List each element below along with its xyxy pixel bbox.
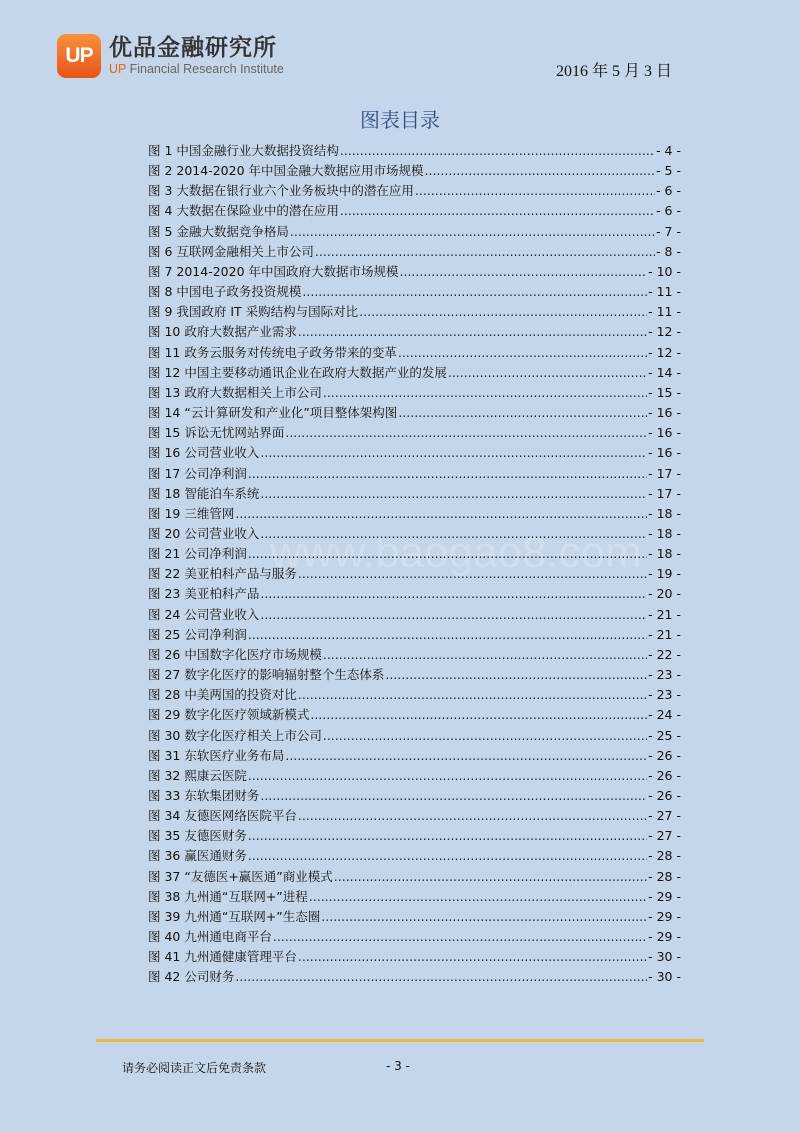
toc-entry-label: 图 28 中美两国的投资对比 (148, 687, 297, 703)
toc-entry-label: 图 7 2014-2020 年中国政府大数据市场规模 (148, 263, 399, 279)
toc-entry[interactable] (148, 262, 681, 282)
toc-entry[interactable] (148, 726, 681, 746)
dot-leader (359, 302, 647, 322)
dot-leader (385, 665, 647, 685)
dot-leader (323, 726, 647, 746)
toc-entry-page: - 23 - (648, 667, 681, 683)
toc-entry-page: - 29 - (648, 888, 681, 904)
toc-entry-label: 图 42 公司财务 (148, 969, 235, 985)
figure-list (148, 141, 681, 988)
toc-entry[interactable] (148, 766, 681, 786)
toc-entry[interactable] (148, 846, 681, 866)
toc-entry-page: - 6 - (656, 203, 681, 219)
dot-leader (248, 846, 647, 866)
dot-leader (285, 746, 647, 766)
toc-entry-label: 图 11 政务云服务对传统电子政务带来的变革 (148, 344, 397, 360)
toc-entry[interactable] (148, 806, 681, 826)
toc-entry-page: - 7 - (656, 223, 681, 239)
toc-entry-label: 图 35 友德医财务 (148, 828, 247, 844)
toc-entry-page: - 18 - (648, 525, 681, 541)
toc-entry-label: 图 12 中国主要移动通讯企业在政府大数据产业的发展 (148, 364, 447, 380)
toc-entry-label: 图 19 三维管网 (148, 505, 235, 521)
toc-entry-page: - 11 - (648, 284, 681, 300)
toc-entry[interactable] (148, 504, 681, 524)
logo-name-cn: 优品金融研究所 (109, 35, 277, 61)
toc-entry-label: 图 33 东软集团财务 (148, 788, 260, 803)
toc-entry-page: - 18 - (648, 546, 681, 562)
dot-leader (248, 625, 647, 645)
toc-entry-page: - 29 - (648, 929, 681, 945)
toc-entry[interactable] (148, 887, 681, 907)
toc-entry[interactable] (148, 141, 681, 161)
dot-leader (273, 927, 647, 947)
dot-leader (340, 201, 655, 221)
dot-leader (334, 867, 647, 887)
toc-entry-page: - 4 - (656, 143, 681, 158)
toc-entry-label: 图 3 大数据在银行业六个业务板块中的潜在应用 (148, 183, 414, 199)
toc-entry-page: - 27 - (648, 828, 681, 844)
toc-entry-page: - 28 - (648, 868, 681, 884)
toc-entry[interactable] (148, 867, 681, 887)
toc-entry-page: - 26 - (648, 767, 681, 783)
toc-entry-label: 图 8 中国电子政务投资规模 (148, 284, 302, 300)
dot-leader (302, 282, 647, 302)
toc-entry[interactable] (148, 826, 681, 846)
toc-entry-page: - 30 - (648, 949, 681, 965)
toc-entry-page: - 12 - (648, 324, 681, 340)
dot-leader (398, 343, 647, 363)
dot-leader (298, 322, 647, 342)
dot-leader (398, 403, 647, 423)
toc-entry[interactable] (148, 464, 681, 484)
toc-entry[interactable] (148, 584, 681, 604)
dot-leader (248, 826, 647, 846)
toc-entry-label: 图 38 九州通“互联网+”进程 (148, 888, 308, 904)
toc-entry-page: - 10 - (648, 263, 681, 279)
page-number: - 3 - (386, 1059, 410, 1073)
dot-leader (235, 504, 647, 524)
toc-entry-page: - 12 - (648, 344, 681, 360)
toc-entry-label: 图 30 数字化医疗相关上市公司 (148, 727, 322, 743)
toc-entry-label: 图 20 公司营业收入 (148, 525, 260, 541)
dot-leader (235, 967, 647, 987)
toc-entry-label: 图 1 中国金融行业大数据投资结构 (148, 143, 339, 158)
logo-badge: UP (57, 34, 101, 78)
toc-entry-label: 图 25 公司净利润 (148, 626, 247, 642)
toc-entry-page: - 8 - (656, 243, 681, 259)
toc-entry[interactable] (148, 484, 681, 504)
toc-entry-label: 图 6 互联网金融相关上市公司 (148, 243, 314, 259)
dot-leader (248, 544, 647, 564)
footer-divider (96, 1039, 704, 1042)
dot-leader (400, 262, 648, 282)
toc-entry[interactable] (148, 161, 681, 181)
dot-leader (260, 786, 647, 806)
toc-entry-label: 图 14 “云计算研发和产业化”项目整体架构图 (148, 405, 398, 421)
toc-entry-label: 图 16 公司营业收入 (148, 445, 260, 461)
toc-entry[interactable] (148, 786, 681, 806)
toc-entry[interactable] (148, 242, 681, 262)
toc-entry[interactable] (148, 423, 681, 443)
toc-entry-page: - 15 - (648, 384, 681, 400)
dot-leader (260, 484, 647, 504)
toc-entry[interactable] (148, 524, 681, 544)
toc-entry[interactable] (148, 222, 681, 242)
toc-entry-label: 图 15 诉讼无忧网站界面 (148, 425, 285, 441)
toc-entry-page: - 24 - (648, 707, 681, 723)
toc-entry[interactable] (148, 544, 681, 564)
toc-entry-label: 图 10 政府大数据产业需求 (148, 324, 297, 340)
toc-entry[interactable] (148, 201, 681, 221)
dot-leader (323, 383, 647, 403)
toc-entry-page: - 19 - (648, 566, 681, 582)
toc-entry[interactable] (148, 403, 681, 423)
dot-leader (298, 685, 647, 705)
toc-entry-label: 图 31 东软医疗业务布局 (148, 747, 285, 763)
toc-entry-label: 图 9 我国政府 IT 采购结构与国际对比 (148, 304, 359, 320)
toc-entry[interactable] (148, 282, 681, 302)
toc-entry-page: - 21 - (648, 626, 681, 642)
toc-entry-label: 图 40 九州通电商平台 (148, 929, 272, 945)
toc-entry-page: - 23 - (648, 687, 681, 703)
dot-leader (248, 464, 647, 484)
toc-entry-label: 图 17 公司净利润 (148, 465, 247, 481)
toc-entry-label: 图 26 中国数字化医疗市场规模 (148, 646, 322, 662)
toc-entry-page: - 22 - (648, 646, 681, 662)
toc-entry-label: 图 21 公司净利润 (148, 546, 247, 562)
toc-entry[interactable] (148, 625, 681, 645)
toc-entry-label: 图 36 赢医通财务 (148, 848, 247, 864)
toc-entry-page: - 29 - (648, 908, 681, 924)
report-date: 2016 年 5 月 3 日 (555, 63, 672, 80)
dot-leader (298, 806, 647, 826)
toc-entry[interactable] (148, 927, 681, 947)
toc-entry-label: 图 32 熙康云医院 (148, 767, 247, 783)
toc-entry-label: 图 24 公司营业收入 (148, 606, 260, 622)
toc-entry-label: 图 13 政府大数据相关上市公司 (148, 384, 322, 400)
logo (57, 34, 284, 78)
toc-entry-page: - 18 - (648, 505, 681, 521)
toc-entry[interactable] (148, 302, 681, 322)
toc-entry-page: - 27 - (648, 808, 681, 824)
dot-leader (415, 181, 655, 201)
toc-entry-page: - 6 - (656, 183, 681, 199)
dot-leader (290, 222, 655, 242)
dot-leader (323, 645, 647, 665)
toc-entry-label: 图 34 友德医网络医院平台 (148, 808, 297, 824)
toc-entry-page: - 17 - (648, 465, 681, 481)
toc-entry[interactable] (148, 564, 681, 584)
toc-entry-label: 图 39 九州通“互联网+”生态圈 (148, 908, 321, 924)
dot-leader (248, 766, 647, 786)
toc-entry-page: - 16 - (648, 425, 681, 441)
toc-entry-page: - 16 - (648, 405, 681, 421)
dot-leader (285, 423, 647, 443)
dot-leader (260, 605, 647, 625)
dot-leader (310, 705, 647, 725)
toc-entry-page: - 14 - (648, 364, 681, 380)
dot-leader (260, 584, 647, 604)
toc-entry-page: - 28 - (648, 848, 681, 864)
toc-entry-page: - 26 - (648, 747, 681, 763)
toc-entry[interactable] (148, 665, 681, 685)
toc-entry[interactable] (148, 605, 681, 625)
dot-leader (298, 564, 647, 584)
toc-entry-label: 图 22 美亚柏科产品与服务 (148, 566, 297, 582)
toc-entry[interactable] (148, 363, 681, 383)
dot-leader (321, 907, 647, 927)
toc-entry-label: 图 37 “友德医+赢医通”商业模式 (148, 868, 333, 884)
toc-entry[interactable] (148, 746, 681, 766)
page-title: 图表目录 (360, 108, 440, 132)
toc-entry-label: 图 5 金融大数据竞争格局 (148, 223, 289, 239)
dot-leader (340, 141, 655, 161)
logo-name-en: UP Financial Research Institute (109, 62, 284, 76)
footer-disclaimer: 请务必阅读正文后免责条款 (122, 1061, 267, 1075)
toc-entry[interactable] (148, 383, 681, 403)
toc-entry-label: 图 18 智能泊车系统 (148, 485, 260, 501)
dot-leader (298, 947, 647, 967)
toc-entry[interactable] (148, 705, 681, 725)
toc-entry-page: - 20 - (648, 586, 681, 602)
toc-entry-page: - 26 - (648, 788, 681, 803)
watermark: www.baogao8.com (270, 528, 642, 577)
toc-entry-page: - 11 - (648, 304, 681, 320)
toc-entry-label: 图 2 2014-2020 年中国金融大数据应用市场规模 (148, 163, 424, 179)
toc-entry-label: 图 4 大数据在保险业中的潜在应用 (148, 203, 339, 219)
toc-entry[interactable] (148, 947, 681, 967)
toc-entry[interactable] (148, 443, 681, 463)
toc-entry-page: - 25 - (648, 727, 681, 743)
toc-entry-label: 图 41 九州通健康管理平台 (148, 949, 297, 965)
toc-entry-page: - 16 - (648, 445, 681, 461)
dot-leader (309, 887, 647, 907)
dot-leader (448, 363, 647, 383)
toc-entry-page: - 17 - (648, 485, 681, 501)
toc-entry[interactable] (148, 181, 681, 201)
toc-entry-page: - 21 - (648, 606, 681, 622)
dot-leader (260, 524, 647, 544)
dot-leader (315, 242, 655, 262)
dot-leader (260, 443, 647, 463)
toc-entry-label: 图 23 美亚柏科产品 (148, 586, 260, 602)
toc-entry[interactable] (148, 322, 681, 342)
toc-entry[interactable] (148, 685, 681, 705)
toc-entry[interactable] (148, 645, 681, 665)
toc-entry[interactable] (148, 907, 681, 927)
toc-entry-label: 图 27 数字化医疗的影响辐射整个生态体系 (148, 667, 385, 683)
toc-entry-page: - 30 - (648, 969, 681, 985)
toc-entry[interactable] (148, 343, 681, 363)
dot-leader (425, 161, 656, 181)
toc-entry-label: 图 29 数字化医疗领域新模式 (148, 707, 310, 723)
toc-entry[interactable] (148, 967, 681, 987)
toc-entry-page: - 5 - (656, 163, 681, 179)
